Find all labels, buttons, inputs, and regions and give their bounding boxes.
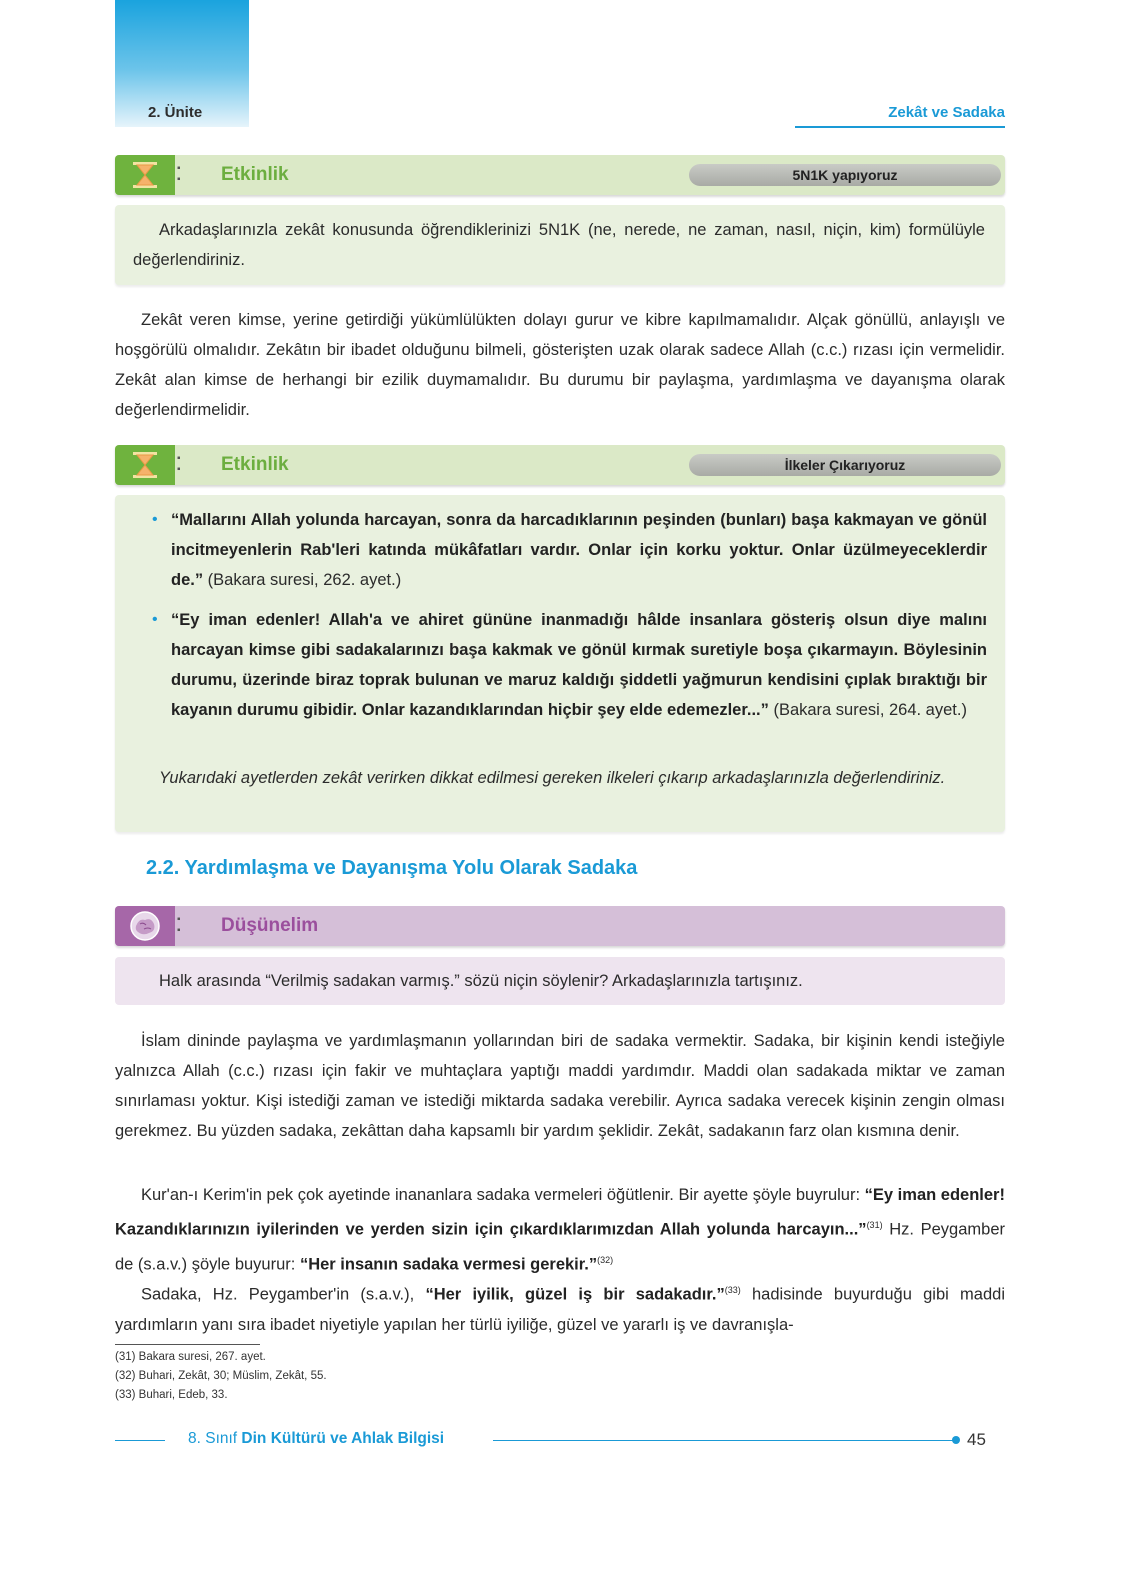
hourglass-icon xyxy=(115,155,175,195)
dots-decoration: ▪ ▪ xyxy=(177,914,181,936)
quote-text: “Her iyilik, güzel iş bir sadakadır.” xyxy=(425,1285,725,1304)
body-paragraph-3 xyxy=(115,1180,1005,1279)
footnote: (31) Bakara suresi, 267. ayet. xyxy=(115,1351,266,1363)
activity-subtitle-pill: 5N1K yapıyoruz xyxy=(689,164,1001,186)
footer-line xyxy=(493,1440,958,1441)
list-item xyxy=(115,505,987,595)
dots-decoration: ▪ ▪ xyxy=(177,453,181,475)
activity-title: Etkinlik xyxy=(221,454,289,475)
think-title: Düşünelim xyxy=(221,915,319,936)
section-title: 2.2. Yardımlaşma ve Dayanışma Yolu Olarak Sadaka xyxy=(146,857,638,879)
quote-text: “Mallarını Allah yolunda harcayan, sonra da harcadıklarının peşinden (bunları) başa kakmayan ve gönül incitmeyenlerin Rab'leri katında mükâfatları vardır. Onlar için korku yoktur. Onlar üzülmeyeceklerdir de.” xyxy=(171,511,987,589)
bullet-icon: • xyxy=(152,611,158,628)
dots-decoration: ▪ ▪ xyxy=(177,163,181,185)
activity-header-2 xyxy=(115,445,1005,485)
text-run: Kur'an-ı Kerim'in pek çok ayetinde inananlara sadaka vermeleri öğütlenir. Bir ayette şöyle buyrulur: xyxy=(141,1186,865,1204)
footnote-ref: (32) xyxy=(597,1254,614,1265)
think-text: Halk arasında “Verilmiş sadakan varmış.” sözü niçin söylenir? Arkadaşlarınızla tartışınız. xyxy=(159,972,803,990)
topic-label: Zekât ve Sadaka xyxy=(888,104,1005,121)
quote-source: (Bakara suresi, 264. ayet.) xyxy=(768,701,967,719)
think-header xyxy=(115,906,1005,946)
activity-title: Etkinlik xyxy=(221,164,289,185)
footer-dot xyxy=(952,1436,960,1444)
book-title xyxy=(188,1430,444,1448)
bullet-icon: • xyxy=(152,511,158,528)
topic-underline xyxy=(795,126,1005,128)
think-box xyxy=(115,957,1005,1005)
quote-source: (Bakara suresi, 262. ayet.) xyxy=(203,571,402,589)
text-run: Hz. Peygamber de (s.a.v.) şöyle buyurur: xyxy=(115,1220,1006,1273)
body-paragraph-2: İslam dininde paylaşma ve yardımlaşmanın yollarından biri de sadaka vermektir. Sadaka, bir kişinin kendi isteğiyle yalnızca Allah (c.c.) rızası için fakir ve muhtaçlara yaptığı maddi yardımdır. Maddi olan sadakada miktar ve zaman sınırlaması yoktur. Kişi istediği zaman ve istediği miktarda sadaka verebilir. Ayrıca sadaka verecek kişinin zengin olması gerekmez. Bu yüzden sadaka, zekâttan daha kapsamlı bir yardım şeklidir. Zekât, sadakanın farz olan kısmına denir. xyxy=(115,1032,1005,1140)
footnote-ref: (31) xyxy=(866,1220,883,1230)
activity-box-1 xyxy=(115,205,1005,285)
brain-icon xyxy=(115,906,175,946)
footnote: (32) Buhari, Zekât, 30; Müslim, Zekât, 55. xyxy=(115,1370,327,1382)
activity-text: Arkadaşlarınızla zekât konusunda öğrendiklerinizi 5N1K (ne, nerede, ne zaman, nasıl, niçin, kim) formülüyle değerlendiriniz. xyxy=(133,221,985,269)
unit-label: 2. Ünite xyxy=(148,104,203,121)
book-name: Din Kültürü ve Ahlak Bilgisi xyxy=(241,1430,445,1447)
footnote-separator xyxy=(115,1344,260,1345)
activity-instruction: Yukarıdaki ayetlerden zekât verirken dikkat edilmesi gereken ilkeleri çıkarıp arkadaşlarınızla değerlendiriniz. xyxy=(159,769,946,787)
quote-text: “Her insanın sadaka vermesi gerekir.” xyxy=(299,1255,598,1273)
footer-line xyxy=(115,1440,165,1441)
body-paragraph-1: Zekât veren kimse, yerine getirdiği yükümlülükten dolayı gurur ve kibre kapılmamalıdır. Alçak gönüllü, anlayışlı ve hoşgörülü olmalıdır. Zekâtın bir ibadet olduğunu bilmeli, gösterişten uzak olarak sadece Allah (c.c.) rızası için vermelidir. Zekât alan kimse de herhangi bir ezilik duymamalıdır. Bu durumu bir paylaşma, yardımlaşma ve dayanışma olarak değerlendirmelidir. xyxy=(115,311,1005,419)
text-run: Sadaka, Hz. Peygamber'in (s.a.v.), xyxy=(141,1285,426,1304)
footnote: (33) Buhari, Edeb, 33. xyxy=(115,1389,228,1401)
text-run: hadisinde buyurduğu gibi maddi yardımların yanı sıra ibadet niyetiyle yapılan her türlü iyiliğe, güzel ve yararlı iş ve davranışla- xyxy=(115,1285,1005,1334)
grade-label: 8. Sınıf xyxy=(188,1430,242,1447)
list-item xyxy=(115,605,987,725)
footnote-ref: (33) xyxy=(724,1285,741,1295)
page-number: 45 xyxy=(967,1430,986,1449)
activity-header-1 xyxy=(115,155,1005,195)
body-paragraph-4 xyxy=(115,1275,1005,1340)
hourglass-icon xyxy=(115,445,175,485)
quote-text: “Ey iman edenler! Kazandıklarınızın iyilerinden ve yerden sizin için çıkardıklarımızdan Allah yolunda harcayın...” xyxy=(115,1186,1005,1239)
activity-subtitle-pill: İlkeler Çıkarıyoruz xyxy=(689,454,1001,476)
quote-text: “Ey iman edenler! Allah'a ve ahiret gününe inanmadığı hâlde insanlara gösteriş olsun diye malını harcayan kimse gibi sadakalarınızı başa kakmak ve gönül kırmak suretiyle boşa çıkarmayın. Böylesinin durumu, üzerinde biraz toprak bulunan ve maruz kaldığı şiddetli yağmurun kendisini çıplak bıraktığı bir kayanın durumu gibidir. Onlar kazandıklarından hiçbir şey elde edemezler...” xyxy=(171,611,987,719)
activity-box-2 xyxy=(115,495,1005,832)
